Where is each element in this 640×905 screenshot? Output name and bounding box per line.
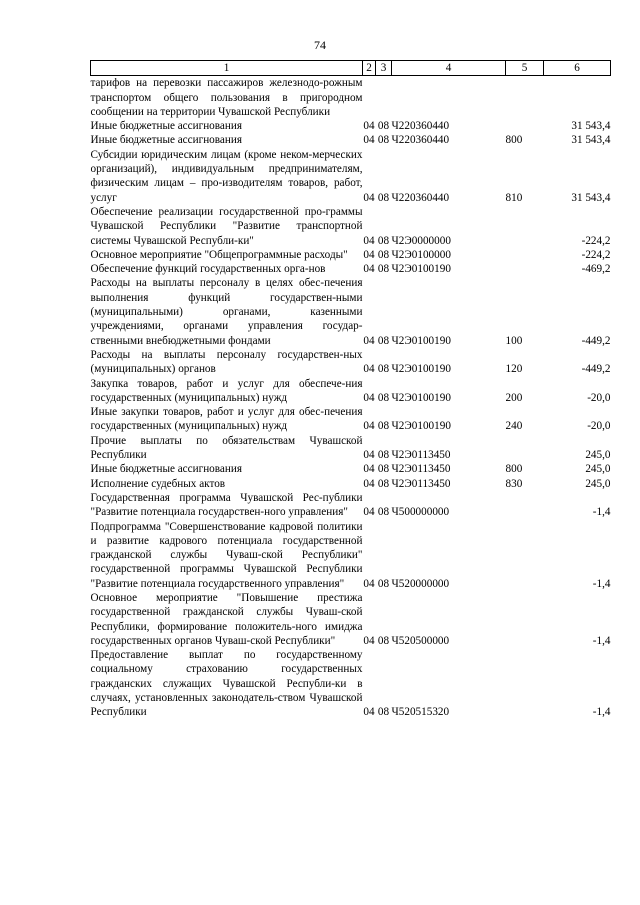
row-subsection-code: 08: [377, 263, 390, 276]
table-row: [91, 491, 611, 520]
row-description: Расходы на выплаты персоналу в целях обес-печения выполнения функций государствен-ными (муниципальными) органами, казенными учреждениями, органами управления государ-ственными внебюджетными фондами: [90, 277, 363, 347]
table-row: [91, 133, 611, 147]
row-expense-type-code: [506, 262, 544, 276]
row-target-code: Ч220360440: [391, 120, 450, 133]
row-expense-type-code: 800: [505, 134, 523, 147]
column-header: 3: [376, 61, 392, 76]
row-amount: 31 543,4: [571, 134, 611, 147]
row-amount: -20,0: [587, 420, 611, 433]
table-row: [91, 76, 611, 119]
row-target-code: Ч2Э0100190: [391, 263, 451, 276]
row-subsection-code: 08: [377, 191, 390, 204]
row-description: Обеспечение реализации государственной про-граммы Чувашской Республики "Развитие транспортной системы Чувашской Республи-ки": [90, 205, 363, 247]
row-expense-type-code: [506, 205, 544, 248]
row-subsection-code: 08: [377, 120, 390, 133]
row-subsection-code: 08: [377, 334, 390, 347]
table-row: [91, 276, 611, 347]
row-section-code: 04: [363, 391, 375, 404]
row-target-code: [392, 76, 506, 119]
row-expense-type-code: 800: [505, 463, 523, 476]
row-section-code: 04: [363, 363, 375, 376]
row-section-code: 04: [363, 634, 375, 647]
row-subsection-code: 08: [377, 449, 390, 462]
row-amount: -1,4: [592, 506, 611, 519]
row-amount: -1,4: [592, 706, 611, 719]
row-amount: 31 543,4: [571, 191, 611, 204]
row-target-code: Ч2Э0100190: [391, 420, 451, 433]
row-section-code: 04: [363, 463, 375, 476]
row-expense-type-code: 200: [505, 391, 523, 404]
row-amount: -1,4: [592, 577, 611, 590]
row-expense-type-code: [506, 648, 544, 719]
table-row: [91, 119, 611, 133]
row-section-code: 04: [363, 134, 375, 147]
row-section-code: 04: [363, 234, 375, 247]
table-row: [91, 591, 611, 648]
row-amount: 31 543,4: [571, 120, 611, 133]
row-section-code: 04: [363, 334, 375, 347]
row-description: Расходы на выплаты персоналу государствен-ных (муниципальных) органов: [90, 348, 363, 376]
row-subsection-code: 08: [377, 463, 390, 476]
table-row: [91, 520, 611, 591]
row-description: Основное мероприятие "Общепрограммные расходы": [90, 248, 348, 261]
row-expense-type-code: 830: [505, 477, 523, 490]
row-subsection-code: 08: [377, 248, 390, 261]
row-target-code: Ч2Э0113450: [391, 477, 451, 490]
row-subsection-code: 08: [377, 363, 390, 376]
row-expense-type-code: [506, 119, 544, 133]
row-expense-type-code: [506, 434, 544, 463]
row-subsection-code: 08: [377, 134, 390, 147]
table-row: [91, 434, 611, 463]
row-section-code: 04: [363, 477, 375, 490]
table-header-row: [91, 61, 611, 76]
row-expense-type-code: 100: [505, 334, 523, 347]
row-description: Иные бюджетные ассигнования: [90, 120, 242, 133]
row-amount: 245,0: [585, 477, 611, 490]
table-row: [91, 348, 611, 377]
table-row: [91, 405, 611, 434]
page-number: 74: [314, 38, 326, 52]
row-subsection-code: 08: [377, 706, 390, 719]
row-amount: -469,2: [581, 263, 611, 276]
row-amount: -20,0: [587, 391, 611, 404]
row-description: Субсидии юридическим лицам (кроме неком-мерческих организаций), индивидуальным предпринимателям, физическим лицам – про-изводителям товаров, работ, услуг: [90, 148, 363, 204]
row-target-code: Ч2Э0113450: [391, 449, 451, 462]
row-subsection-code: 08: [377, 234, 390, 247]
row-target-code: Ч2Э0113450: [391, 463, 451, 476]
column-header: 1: [91, 61, 363, 76]
budget-table: [90, 60, 611, 720]
table-row: [91, 648, 611, 719]
table-body: [91, 76, 611, 720]
row-description: Исполнение судебных актов: [90, 477, 226, 490]
row-target-code: Ч2Э0100190: [391, 363, 451, 376]
row-expense-type-code: 810: [505, 191, 523, 204]
row-target-code: Ч220360440: [391, 191, 450, 204]
row-amount: -224,2: [581, 248, 611, 261]
row-target-code: Ч220360440: [391, 134, 450, 147]
row-description: Обеспечение функций государственных орга-нов: [90, 263, 326, 276]
row-description: Иные закупки товаров, работ и услуг для обес-печения государственных (муниципальных) нужд: [90, 406, 363, 433]
column-header: 2: [363, 61, 376, 76]
table-row: [91, 248, 611, 262]
table-row: [91, 477, 611, 491]
row-subsection-code: [376, 76, 392, 119]
row-description: Иные бюджетные ассигнования: [90, 463, 242, 476]
row-section-code: 04: [363, 263, 375, 276]
row-description: Государственная программа Чувашской Рес-публики "Развитие потенциала государствен-ного управления": [90, 491, 363, 519]
row-section-code: 04: [363, 420, 375, 433]
row-amount: -449,2: [581, 363, 611, 376]
row-expense-type-code: [506, 76, 544, 119]
table-row: [91, 262, 611, 276]
column-header: 5: [506, 61, 544, 76]
table-row: [91, 377, 611, 406]
row-target-code: Ч2Э0100190: [391, 334, 451, 347]
row-description: Прочие выплаты по обязательствам Чувашской Республики: [90, 434, 363, 462]
row-target-code: Ч520500000: [391, 634, 450, 647]
column-header: 6: [544, 61, 611, 76]
row-section-code: 04: [363, 248, 375, 261]
row-amount: 245,0: [585, 463, 611, 476]
row-section-code: 04: [363, 191, 375, 204]
row-description: Иные бюджетные ассигнования: [90, 134, 242, 147]
row-section-code: 04: [363, 120, 375, 133]
row-target-code: Ч2Э0100000: [391, 248, 451, 261]
row-section-code: 04: [363, 577, 375, 590]
row-subsection-code: 08: [377, 477, 390, 490]
row-target-code: Ч2Э0100190: [391, 391, 451, 404]
row-section-code: 04: [363, 506, 375, 519]
row-section-code: 04: [363, 449, 375, 462]
table-row: [91, 148, 611, 205]
table-row: [91, 205, 611, 248]
row-target-code: Ч520000000: [391, 577, 450, 590]
row-description: Закупка товаров, работ и услуг для обеспече-ния государственных (муниципальных) нужд: [90, 377, 363, 404]
row-expense-type-code: 120: [505, 363, 523, 376]
row-amount: -1,4: [592, 634, 611, 647]
row-description: Подпрограмма "Совершенствование кадровой политики и развитие кадрового потенциала государственной гражданской службы Чуваш-ской Республики" государственной программы Чувашской Республики "Развитие потенциала государственного управления": [90, 520, 363, 590]
row-section-code: [363, 76, 376, 119]
row-expense-type-code: [506, 491, 544, 520]
table-row: [91, 462, 611, 476]
row-subsection-code: 08: [377, 634, 390, 647]
row-subsection-code: 08: [377, 506, 390, 519]
row-expense-type-code: [506, 591, 544, 648]
row-amount: -449,2: [581, 334, 611, 347]
row-subsection-code: 08: [377, 420, 390, 433]
column-header: 4: [392, 61, 506, 76]
row-subsection-code: 08: [377, 391, 390, 404]
row-target-code: Ч520515320: [391, 706, 450, 719]
row-expense-type-code: [506, 520, 544, 591]
row-expense-type-code: [506, 248, 544, 262]
row-description: тарифов на перевозки пассажиров железнодо-рожным транспортом общего пользования в пригородном сообщении на территории Чувашской Республики: [90, 77, 363, 118]
row-amount: -224,2: [581, 234, 611, 247]
row-description: Основное мероприятие "Повышение престижа государственной гражданской службы Чуваш-ской Республики, формирование положитель-ного имиджа государственных органов Чуваш-ской Республики": [90, 591, 363, 647]
row-expense-type-code: 240: [505, 420, 523, 433]
row-target-code: Ч500000000: [391, 506, 450, 519]
row-subsection-code: 08: [377, 577, 390, 590]
row-section-code: 04: [363, 706, 375, 719]
row-amount: [544, 76, 611, 119]
row-description: Предоставление выплат по государственному социальному страхованию государственных гражданских служащих Чувашской Республи-ки в случаях, установленных законодатель-ством Чувашской Республики: [90, 649, 363, 719]
row-target-code: Ч2Э0000000: [391, 234, 451, 247]
row-amount: 245,0: [585, 449, 611, 462]
